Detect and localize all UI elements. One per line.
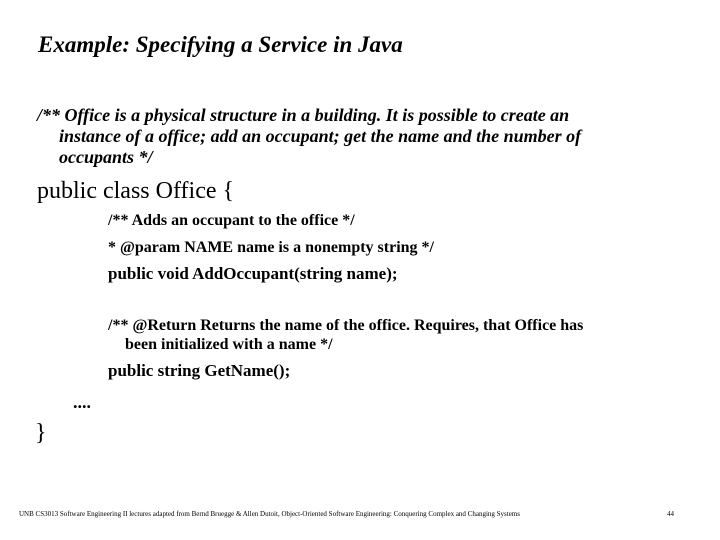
class-declaration: public class Office {	[37, 178, 235, 204]
param-comment: * @param NAME name is a nonempty string */	[108, 239, 434, 256]
page-number: 44	[667, 510, 674, 518]
doc-comment-line-2: instance of a office; add an occupant; get the name and the number of	[59, 126, 582, 146]
closing-brace: }	[35, 420, 47, 446]
return-comment-line-2: been initialized with a name */	[125, 336, 333, 353]
slide-footer: UNB CS3013 Software Engineering II lectures adapted from Bernd Bruegge & Allen Dutoit, Object-Oriented Software Engineering: Conquering Complex and Changing Systems	[19, 510, 520, 518]
doc-comment-line-1: /** Office is a physical structure in a building. It is possible to create an	[37, 105, 570, 125]
add-occupant-method: public void AddOccupant(string name);	[108, 264, 398, 283]
ellipsis: ....	[73, 392, 91, 412]
slide-title: Example: Specifying a Service in Java	[38, 32, 403, 57]
get-name-method: public string GetName();	[108, 361, 291, 380]
add-occupant-comment: /** Adds an occupant to the office */	[108, 212, 355, 229]
doc-comment-line-3: occupants */	[59, 147, 153, 167]
return-comment-line-1: /** @Return Returns the name of the office. Requires, that Office has	[108, 317, 584, 334]
class-doc-comment	[37, 105, 677, 168]
